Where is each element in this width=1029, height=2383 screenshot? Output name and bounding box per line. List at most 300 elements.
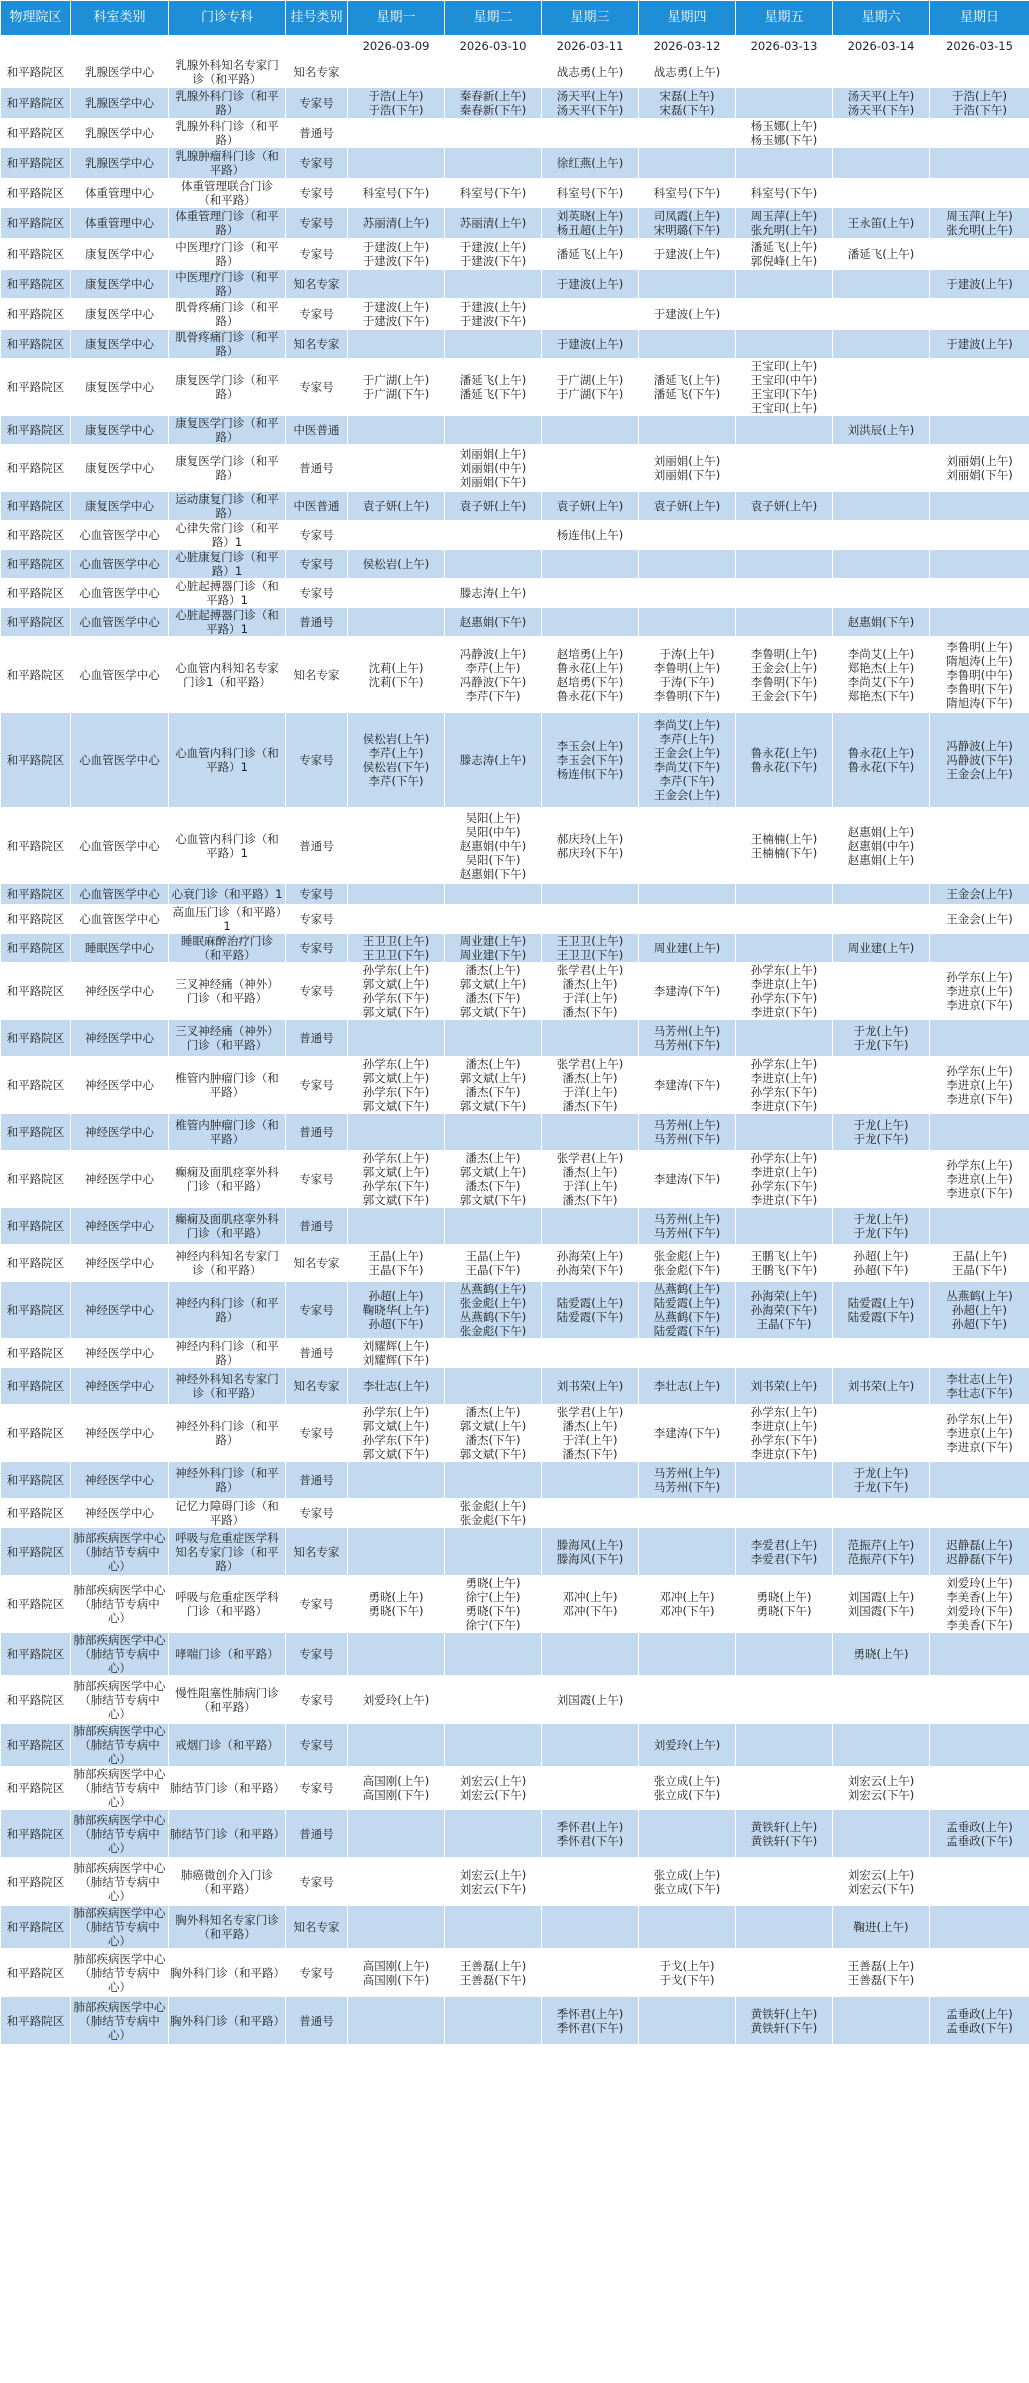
cell-tue: 刘丽娟(上午) 刘丽娟(中午) 刘丽娟(下午) (445, 445, 542, 492)
cell-wed: 季怀君(上午) 季怀君(下午) (542, 1997, 639, 2045)
cell-thu (639, 148, 736, 179)
cell-tue (445, 1114, 542, 1151)
cell-mon: 科室号(下午) (348, 179, 445, 208)
cell-mon (348, 1724, 445, 1767)
table-row (1, 1208, 1029, 1245)
cell-sat (833, 1405, 930, 1462)
cell-mon (348, 148, 445, 179)
cell-wed: 赵培勇(上午) 鲁永花(上午) 赵培勇(下午) 鲁永花(下午) (542, 637, 639, 713)
cell-campus: 和平路院区 (1, 1339, 71, 1368)
col-header-regtype: 挂号类别 (286, 1, 348, 36)
cell-fri (736, 1339, 833, 1368)
cell-sat (833, 1724, 930, 1767)
cell-dept: 神经医学中心 (71, 1057, 169, 1114)
cell-thu (639, 416, 736, 445)
cell-thu: 于戈(上午) 于戈(下午) (639, 1949, 736, 1997)
cell-thu (639, 270, 736, 299)
cell-thu (639, 330, 736, 359)
cell-dept: 神经医学中心 (71, 1282, 169, 1339)
cell-campus: 和平路院区 (1, 1949, 71, 1997)
cell-sat (833, 579, 930, 608)
cell-wed: 季怀君(上午) 季怀君(下午) (542, 1810, 639, 1858)
cell-fri (736, 608, 833, 637)
cell-fri (736, 299, 833, 330)
cell-wed (542, 1767, 639, 1810)
table-row (1, 88, 1029, 119)
cell-sun: 孟垂政(上午) 孟垂政(下午) (930, 1810, 1029, 1858)
cell-campus: 和平路院区 (1, 963, 71, 1020)
cell-sat: 于龙(上午) 于龙(下午) (833, 1208, 930, 1245)
cell-clinic: 胸外科知名专家门诊（和平路） (169, 1906, 286, 1949)
cell-regtype: 专家号 (286, 239, 348, 270)
cell-mon (348, 1997, 445, 2045)
cell-thu: 司凤霞(上午) 宋明璐(下午) (639, 208, 736, 239)
cell-tue: 于建波(上午) 于建波(下午) (445, 239, 542, 270)
cell-campus: 和平路院区 (1, 1724, 71, 1767)
cell-thu: 潘延飞(上午) 潘延飞(下午) (639, 359, 736, 416)
cell-tue (445, 1339, 542, 1368)
cell-thu (639, 608, 736, 637)
cell-mon (348, 1858, 445, 1906)
cell-tue: 于建波(上午) 于建波(下午) (445, 299, 542, 330)
cell-thu: 于建波(上午) (639, 239, 736, 270)
cell-fri: 周玉萍(上午) 张允明(上午) (736, 208, 833, 239)
cell-thu (639, 1810, 736, 1858)
table-row (1, 1499, 1029, 1528)
cell-wed (542, 1114, 639, 1151)
cell-wed (542, 1724, 639, 1767)
cell-tue: 潘杰(上午) 郭文斌(上午) 潘杰(下午) 郭文斌(下午) (445, 1057, 542, 1114)
table-row (1, 1339, 1029, 1368)
cell-dept: 乳腺医学中心 (71, 57, 169, 88)
cell-regtype: 专家号 (286, 208, 348, 239)
cell-mon (348, 1810, 445, 1858)
cell-sun: 孟垂政(上午) 孟垂政(下午) (930, 1997, 1029, 2045)
cell-campus: 和平路院区 (1, 1114, 71, 1151)
cell-clinic: 心脏康复门诊（和平路）1 (169, 550, 286, 579)
cell-dept: 康复医学中心 (71, 445, 169, 492)
cell-thu (639, 1339, 736, 1368)
cell-mon: 侯松岩(上午) (348, 550, 445, 579)
cell-dept: 心血管医学中心 (71, 579, 169, 608)
cell-regtype: 专家号 (286, 550, 348, 579)
cell-tue (445, 1997, 542, 2045)
cell-wed (542, 1499, 639, 1528)
cell-dept: 肺部疾病医学中心（肺结节专病中心） (71, 1949, 169, 1997)
cell-campus: 和平路院区 (1, 713, 71, 808)
cell-sun (930, 1676, 1029, 1724)
cell-campus: 和平路院区 (1, 884, 71, 905)
cell-wed: 杨连伟(上午) (542, 521, 639, 550)
cell-campus: 和平路院区 (1, 1462, 71, 1499)
cell-tue (445, 1724, 542, 1767)
cell-fri (736, 445, 833, 492)
cell-sat: 范振芹(上午) 范振芹(下午) (833, 1528, 930, 1576)
cell-tue (445, 521, 542, 550)
cell-wed: 李玉会(上午) 李玉会(下午) 杨连伟(下午) (542, 713, 639, 808)
cell-campus: 和平路院区 (1, 359, 71, 416)
cell-regtype: 专家号 (286, 179, 348, 208)
cell-sat: 于龙(上午) 于龙(下午) (833, 1462, 930, 1499)
cell-sat: 李尚艾(上午) 郑艳杰(上午) 李尚艾(下午) 郑艳杰(下午) (833, 637, 930, 713)
date-cell (169, 36, 286, 57)
table-row (1, 1405, 1029, 1462)
cell-dept: 心血管医学中心 (71, 713, 169, 808)
cell-dept: 心血管医学中心 (71, 808, 169, 884)
cell-dept: 心血管医学中心 (71, 521, 169, 550)
cell-sun (930, 1462, 1029, 1499)
col-header-sat: 星期六 (833, 1, 930, 36)
cell-clinic: 神经外科门诊（和平路） (169, 1462, 286, 1499)
cell-sat (833, 1676, 930, 1724)
cell-mon: 刘爱玲(上午) (348, 1676, 445, 1724)
cell-thu: 刘丽娟(上午) 刘丽娟(下午) (639, 445, 736, 492)
cell-wed: 郝庆玲(上午) 郝庆玲(下午) (542, 808, 639, 884)
cell-fri (736, 884, 833, 905)
cell-fri: 刘书荣(上午) (736, 1368, 833, 1405)
cell-clinic: 心血管内科门诊（和平路）1 (169, 713, 286, 808)
cell-clinic: 胸外科门诊（和平路） (169, 1997, 286, 2045)
cell-dept: 体重管理中心 (71, 208, 169, 239)
cell-regtype: 知名专家 (286, 1906, 348, 1949)
cell-mon (348, 416, 445, 445)
table-row (1, 1282, 1029, 1339)
cell-wed (542, 579, 639, 608)
cell-clinic: 心脏起搏器门诊（和平路）1 (169, 608, 286, 637)
cell-fri: 李鲁明(上午) 王金会(上午) 李鲁明(下午) 王金会(下午) (736, 637, 833, 713)
cell-thu (639, 579, 736, 608)
cell-wed: 张学君(上午) 潘杰(上午) 于洋(上午) 潘杰(下午) (542, 1151, 639, 1208)
cell-regtype: 专家号 (286, 905, 348, 934)
table-row (1, 713, 1029, 808)
cell-fri (736, 416, 833, 445)
cell-dept: 肺部疾病医学中心（肺结节专病中心） (71, 1724, 169, 1767)
cell-fri (736, 521, 833, 550)
cell-clinic: 神经外科门诊（和平路） (169, 1405, 286, 1462)
cell-fri (736, 1724, 833, 1767)
cell-thu: 李建涛(下午) (639, 1405, 736, 1462)
cell-campus: 和平路院区 (1, 1499, 71, 1528)
cell-thu: 于涛(上午) 李鲁明(上午) 于涛(下午) 李鲁明(下午) (639, 637, 736, 713)
cell-wed (542, 1339, 639, 1368)
cell-tue (445, 1208, 542, 1245)
cell-regtype: 知名专家 (286, 270, 348, 299)
cell-dept: 心血管医学中心 (71, 884, 169, 905)
cell-clinic: 心血管内科门诊（和平路）1 (169, 808, 286, 884)
cell-tue: 秦春新(上午) 秦春新(下午) (445, 88, 542, 119)
cell-tue: 潘杰(上午) 郭文斌(上午) 潘杰(下午) 郭文斌(下午) (445, 1405, 542, 1462)
header-row (1, 1, 1029, 36)
cell-regtype: 知名专家 (286, 57, 348, 88)
cell-dept: 神经医学中心 (71, 1405, 169, 1462)
table-row (1, 299, 1029, 330)
cell-sat (833, 299, 930, 330)
cell-mon (348, 521, 445, 550)
cell-mon (348, 1208, 445, 1245)
cell-dept: 康复医学中心 (71, 299, 169, 330)
cell-clinic: 三叉神经痛（神外）门诊（和平路） (169, 963, 286, 1020)
cell-regtype: 专家号 (286, 1633, 348, 1676)
cell-tue (445, 416, 542, 445)
cell-sat: 王永笛(上午) (833, 208, 930, 239)
table-row (1, 148, 1029, 179)
cell-thu: 张立成(上午) 张立成(下午) (639, 1858, 736, 1906)
cell-clinic: 心血管内科知名专家门诊1（和平路） (169, 637, 286, 713)
cell-wed: 科室号(下午) (542, 179, 639, 208)
cell-regtype: 专家号 (286, 1858, 348, 1906)
cell-campus: 和平路院区 (1, 239, 71, 270)
cell-clinic: 康复医学门诊（和平路） (169, 416, 286, 445)
cell-campus: 和平路院区 (1, 808, 71, 884)
cell-thu: 李建涛(下午) (639, 963, 736, 1020)
cell-sun (930, 119, 1029, 148)
cell-wed: 于建波(上午) (542, 270, 639, 299)
cell-sun (930, 179, 1029, 208)
cell-regtype: 专家号 (286, 1057, 348, 1114)
col-header-campus: 物理院区 (1, 1, 71, 36)
cell-regtype: 知名专家 (286, 330, 348, 359)
cell-sun: 王金会(上午) (930, 884, 1029, 905)
cell-mon: 李壮志(上午) (348, 1368, 445, 1405)
cell-fri (736, 1906, 833, 1949)
cell-campus: 和平路院区 (1, 1528, 71, 1576)
cell-regtype: 普通号 (286, 1114, 348, 1151)
table-row (1, 1997, 1029, 2045)
cell-mon (348, 608, 445, 637)
cell-tue (445, 57, 542, 88)
cell-mon (348, 808, 445, 884)
cell-dept: 心血管医学中心 (71, 637, 169, 713)
cell-campus: 和平路院区 (1, 1810, 71, 1858)
cell-fri: 袁子妍(上午) (736, 492, 833, 521)
cell-clinic: 乳腺肿瘤科门诊（和平路） (169, 148, 286, 179)
cell-wed (542, 608, 639, 637)
cell-tue (445, 1906, 542, 1949)
cell-regtype: 普通号 (286, 119, 348, 148)
cell-sun: 刘爱玲(上午) 李美香(上午) 刘爱玲(下午) 李美香(下午) (930, 1576, 1029, 1633)
cell-wed (542, 550, 639, 579)
cell-sun: 李鲁明(上午) 隋旭涛(上午) 李鲁明(中午) 李鲁明(下午) 隋旭涛(下午) (930, 637, 1029, 713)
cell-clinic: 肺癌微创介入门诊（和平路） (169, 1858, 286, 1906)
table-row (1, 270, 1029, 299)
cell-regtype: 知名专家 (286, 1368, 348, 1405)
cell-fri: 王鹏飞(上午) 王鹏飞(下午) (736, 1245, 833, 1282)
table-row (1, 963, 1029, 1020)
cell-campus: 和平路院区 (1, 579, 71, 608)
cell-mon: 孙学东(上午) 郭文斌(上午) 孙学东(下午) 郭文斌(下午) (348, 1151, 445, 1208)
cell-campus: 和平路院区 (1, 608, 71, 637)
cell-thu (639, 521, 736, 550)
cell-mon (348, 1906, 445, 1949)
cell-wed: 潘延飞(上午) (542, 239, 639, 270)
cell-thu: 李尚艾(上午) 李芹(上午) 王金会(上午) 李尚艾(下午) 李芹(下午) 王金会(上午) (639, 713, 736, 808)
cell-clinic: 肺结节门诊（和平路） (169, 1810, 286, 1858)
cell-regtype: 专家号 (286, 1576, 348, 1633)
table-row (1, 1676, 1029, 1724)
cell-sat: 陆爱霞(上午) 陆爱霞(下午) (833, 1282, 930, 1339)
cell-fri: 王楠楠(上午) 王楠楠(下午) (736, 808, 833, 884)
cell-regtype: 知名专家 (286, 1528, 348, 1576)
cell-fri: 孙学东(上午) 李进京(上午) 孙学东(下午) 李进京(下午) (736, 1151, 833, 1208)
cell-sun (930, 57, 1029, 88)
cell-dept: 神经医学中心 (71, 1020, 169, 1057)
cell-regtype: 普通号 (286, 1020, 348, 1057)
table-row (1, 808, 1029, 884)
cell-wed (542, 1208, 639, 1245)
cell-thu (639, 1676, 736, 1724)
table-row (1, 1858, 1029, 1906)
table-row (1, 330, 1029, 359)
cell-campus: 和平路院区 (1, 1576, 71, 1633)
cell-sun: 丛燕鹤(上午) 孙超(上午) 孙超(下午) (930, 1282, 1029, 1339)
cell-sat: 潘延飞(上午) (833, 239, 930, 270)
cell-dept: 神经医学中心 (71, 963, 169, 1020)
col-header-mon: 星期一 (348, 1, 445, 36)
cell-fri: 孙海荣(上午) 孙海荣(下午) 王晶(下午) (736, 1282, 833, 1339)
cell-tue (445, 1810, 542, 1858)
table-row (1, 1462, 1029, 1499)
cell-regtype: 专家号 (286, 579, 348, 608)
cell-sat (833, 1151, 930, 1208)
cell-sat: 刘宏云(上午) 刘宏云(下午) (833, 1767, 930, 1810)
cell-clinic: 康复医学门诊（和平路） (169, 359, 286, 416)
cell-mon (348, 1114, 445, 1151)
cell-campus: 和平路院区 (1, 1020, 71, 1057)
table-row (1, 550, 1029, 579)
cell-mon: 高国刚(上午) 高国刚(下午) (348, 1949, 445, 1997)
cell-thu: 袁子妍(上午) (639, 492, 736, 521)
date-wed: 2026-03-11 (542, 36, 639, 57)
cell-fri: 鲁永花(上午) 鲁永花(下午) (736, 713, 833, 808)
cell-tue: 王善磊(上午) 王善磊(下午) (445, 1949, 542, 1997)
cell-campus: 和平路院区 (1, 179, 71, 208)
cell-campus: 和平路院区 (1, 119, 71, 148)
cell-tue (445, 1528, 542, 1576)
cell-sat (833, 57, 930, 88)
cell-sun: 孙学东(上午) 李进京(上午) 李进京(下午) (930, 1405, 1029, 1462)
cell-regtype: 专家号 (286, 963, 348, 1020)
cell-clinic: 肌骨疼痛门诊（和平路） (169, 330, 286, 359)
cell-regtype: 专家号 (286, 521, 348, 550)
cell-mon (348, 1633, 445, 1676)
cell-campus: 和平路院区 (1, 1151, 71, 1208)
cell-tue: 丛燕鹤(上午) 张金彪(上午) 丛燕鹤(下午) 张金彪(下午) (445, 1282, 542, 1339)
cell-tue: 张金彪(上午) 张金彪(下午) (445, 1499, 542, 1528)
cell-fri: 孙学东(上午) 李进京(上午) 孙学东(下午) 李进京(下午) (736, 1057, 833, 1114)
cell-dept: 神经医学中心 (71, 1339, 169, 1368)
cell-clinic: 乳腺外科门诊（和平路） (169, 119, 286, 148)
cell-tue: 滕志涛(上午) (445, 713, 542, 808)
cell-regtype: 专家号 (286, 1949, 348, 1997)
cell-campus: 和平路院区 (1, 1368, 71, 1405)
cell-clinic: 心衰门诊（和平路）1 (169, 884, 286, 905)
cell-campus: 和平路院区 (1, 148, 71, 179)
cell-thu (639, 808, 736, 884)
cell-sat (833, 1810, 930, 1858)
cell-wed: 徐红燕(上午) (542, 148, 639, 179)
cell-dept: 神经医学中心 (71, 1151, 169, 1208)
cell-thu (639, 1633, 736, 1676)
cell-regtype: 普通号 (286, 808, 348, 884)
cell-wed: 刘书荣(上午) (542, 1368, 639, 1405)
cell-sun (930, 579, 1029, 608)
cell-wed: 汤天平(上午) 汤天平(下午) (542, 88, 639, 119)
cell-campus: 和平路院区 (1, 330, 71, 359)
cell-fri: 李爱君(上午) 李爱君(下午) (736, 1528, 833, 1576)
cell-thu: 丛燕鹤(上午) 陆爱霞(上午) 丛燕鹤(下午) 陆爱霞(下午) (639, 1282, 736, 1339)
col-header-sun: 星期日 (930, 1, 1029, 36)
cell-dept: 肺部疾病医学中心（肺结节专病中心） (71, 1576, 169, 1633)
table-row (1, 579, 1029, 608)
cell-clinic: 神经外科知名专家门诊（和平路） (169, 1368, 286, 1405)
cell-campus: 和平路院区 (1, 416, 71, 445)
cell-fri: 潘延飞(上午) 郭倪峰(上午) (736, 239, 833, 270)
cell-thu: 周业建(上午) (639, 934, 736, 963)
date-mon: 2026-03-09 (348, 36, 445, 57)
col-header-dept: 科室类别 (71, 1, 169, 36)
cell-regtype: 专家号 (286, 88, 348, 119)
cell-sat: 赵惠娟(下午) (833, 608, 930, 637)
cell-clinic: 中医理疗门诊（和平路） (169, 239, 286, 270)
cell-sun: 冯静波(上午) 冯静波(下午) 王金会(上午) (930, 713, 1029, 808)
cell-sat (833, 119, 930, 148)
cell-sun (930, 1858, 1029, 1906)
cell-campus: 和平路院区 (1, 637, 71, 713)
cell-mon: 王卫卫(上午) 王卫卫(下午) (348, 934, 445, 963)
cell-dept: 神经医学中心 (71, 1368, 169, 1405)
table-row (1, 905, 1029, 934)
cell-dept: 睡眠医学中心 (71, 934, 169, 963)
cell-campus: 和平路院区 (1, 1245, 71, 1282)
cell-mon (348, 884, 445, 905)
cell-clinic: 胸外科门诊（和平路） (169, 1949, 286, 1997)
cell-clinic: 癫痫及面肌痉挛外科门诊（和平路） (169, 1151, 286, 1208)
cell-sat (833, 270, 930, 299)
table-row (1, 934, 1029, 963)
cell-clinic: 乳腺外科知名专家门诊（和平路） (169, 57, 286, 88)
cell-fri (736, 1462, 833, 1499)
cell-sat: 刘宏云(上午) 刘宏云(下午) (833, 1858, 930, 1906)
cell-sun (930, 299, 1029, 330)
table-row (1, 239, 1029, 270)
date-fri: 2026-03-13 (736, 36, 833, 57)
cell-wed: 孙海荣(上午) 孙海荣(下午) (542, 1245, 639, 1282)
cell-clinic: 康复医学门诊（和平路） (169, 445, 286, 492)
cell-regtype: 专家号 (286, 1676, 348, 1724)
table-row (1, 1114, 1029, 1151)
table-row (1, 637, 1029, 713)
cell-thu: 马芳州(上午) 马芳州(下午) (639, 1020, 736, 1057)
cell-regtype: 普通号 (286, 445, 348, 492)
cell-sun (930, 239, 1029, 270)
cell-regtype: 专家号 (286, 359, 348, 416)
cell-tue: 滕志涛(上午) (445, 579, 542, 608)
cell-mon (348, 905, 445, 934)
table-row (1, 884, 1029, 905)
cell-thu: 邓冲(上午) 邓冲(下午) (639, 1576, 736, 1633)
cell-sat: 周业建(上午) (833, 934, 930, 963)
cell-tue: 袁子妍(上午) (445, 492, 542, 521)
table-row (1, 1576, 1029, 1633)
cell-wed (542, 416, 639, 445)
cell-sun (930, 521, 1029, 550)
cell-campus: 和平路院区 (1, 1282, 71, 1339)
cell-clinic: 呼吸与危重症医学科知名专家门诊（和平路） (169, 1528, 286, 1576)
table-row (1, 1633, 1029, 1676)
cell-tue (445, 270, 542, 299)
table-row (1, 359, 1029, 416)
cell-clinic: 乳腺外科门诊（和平路） (169, 88, 286, 119)
